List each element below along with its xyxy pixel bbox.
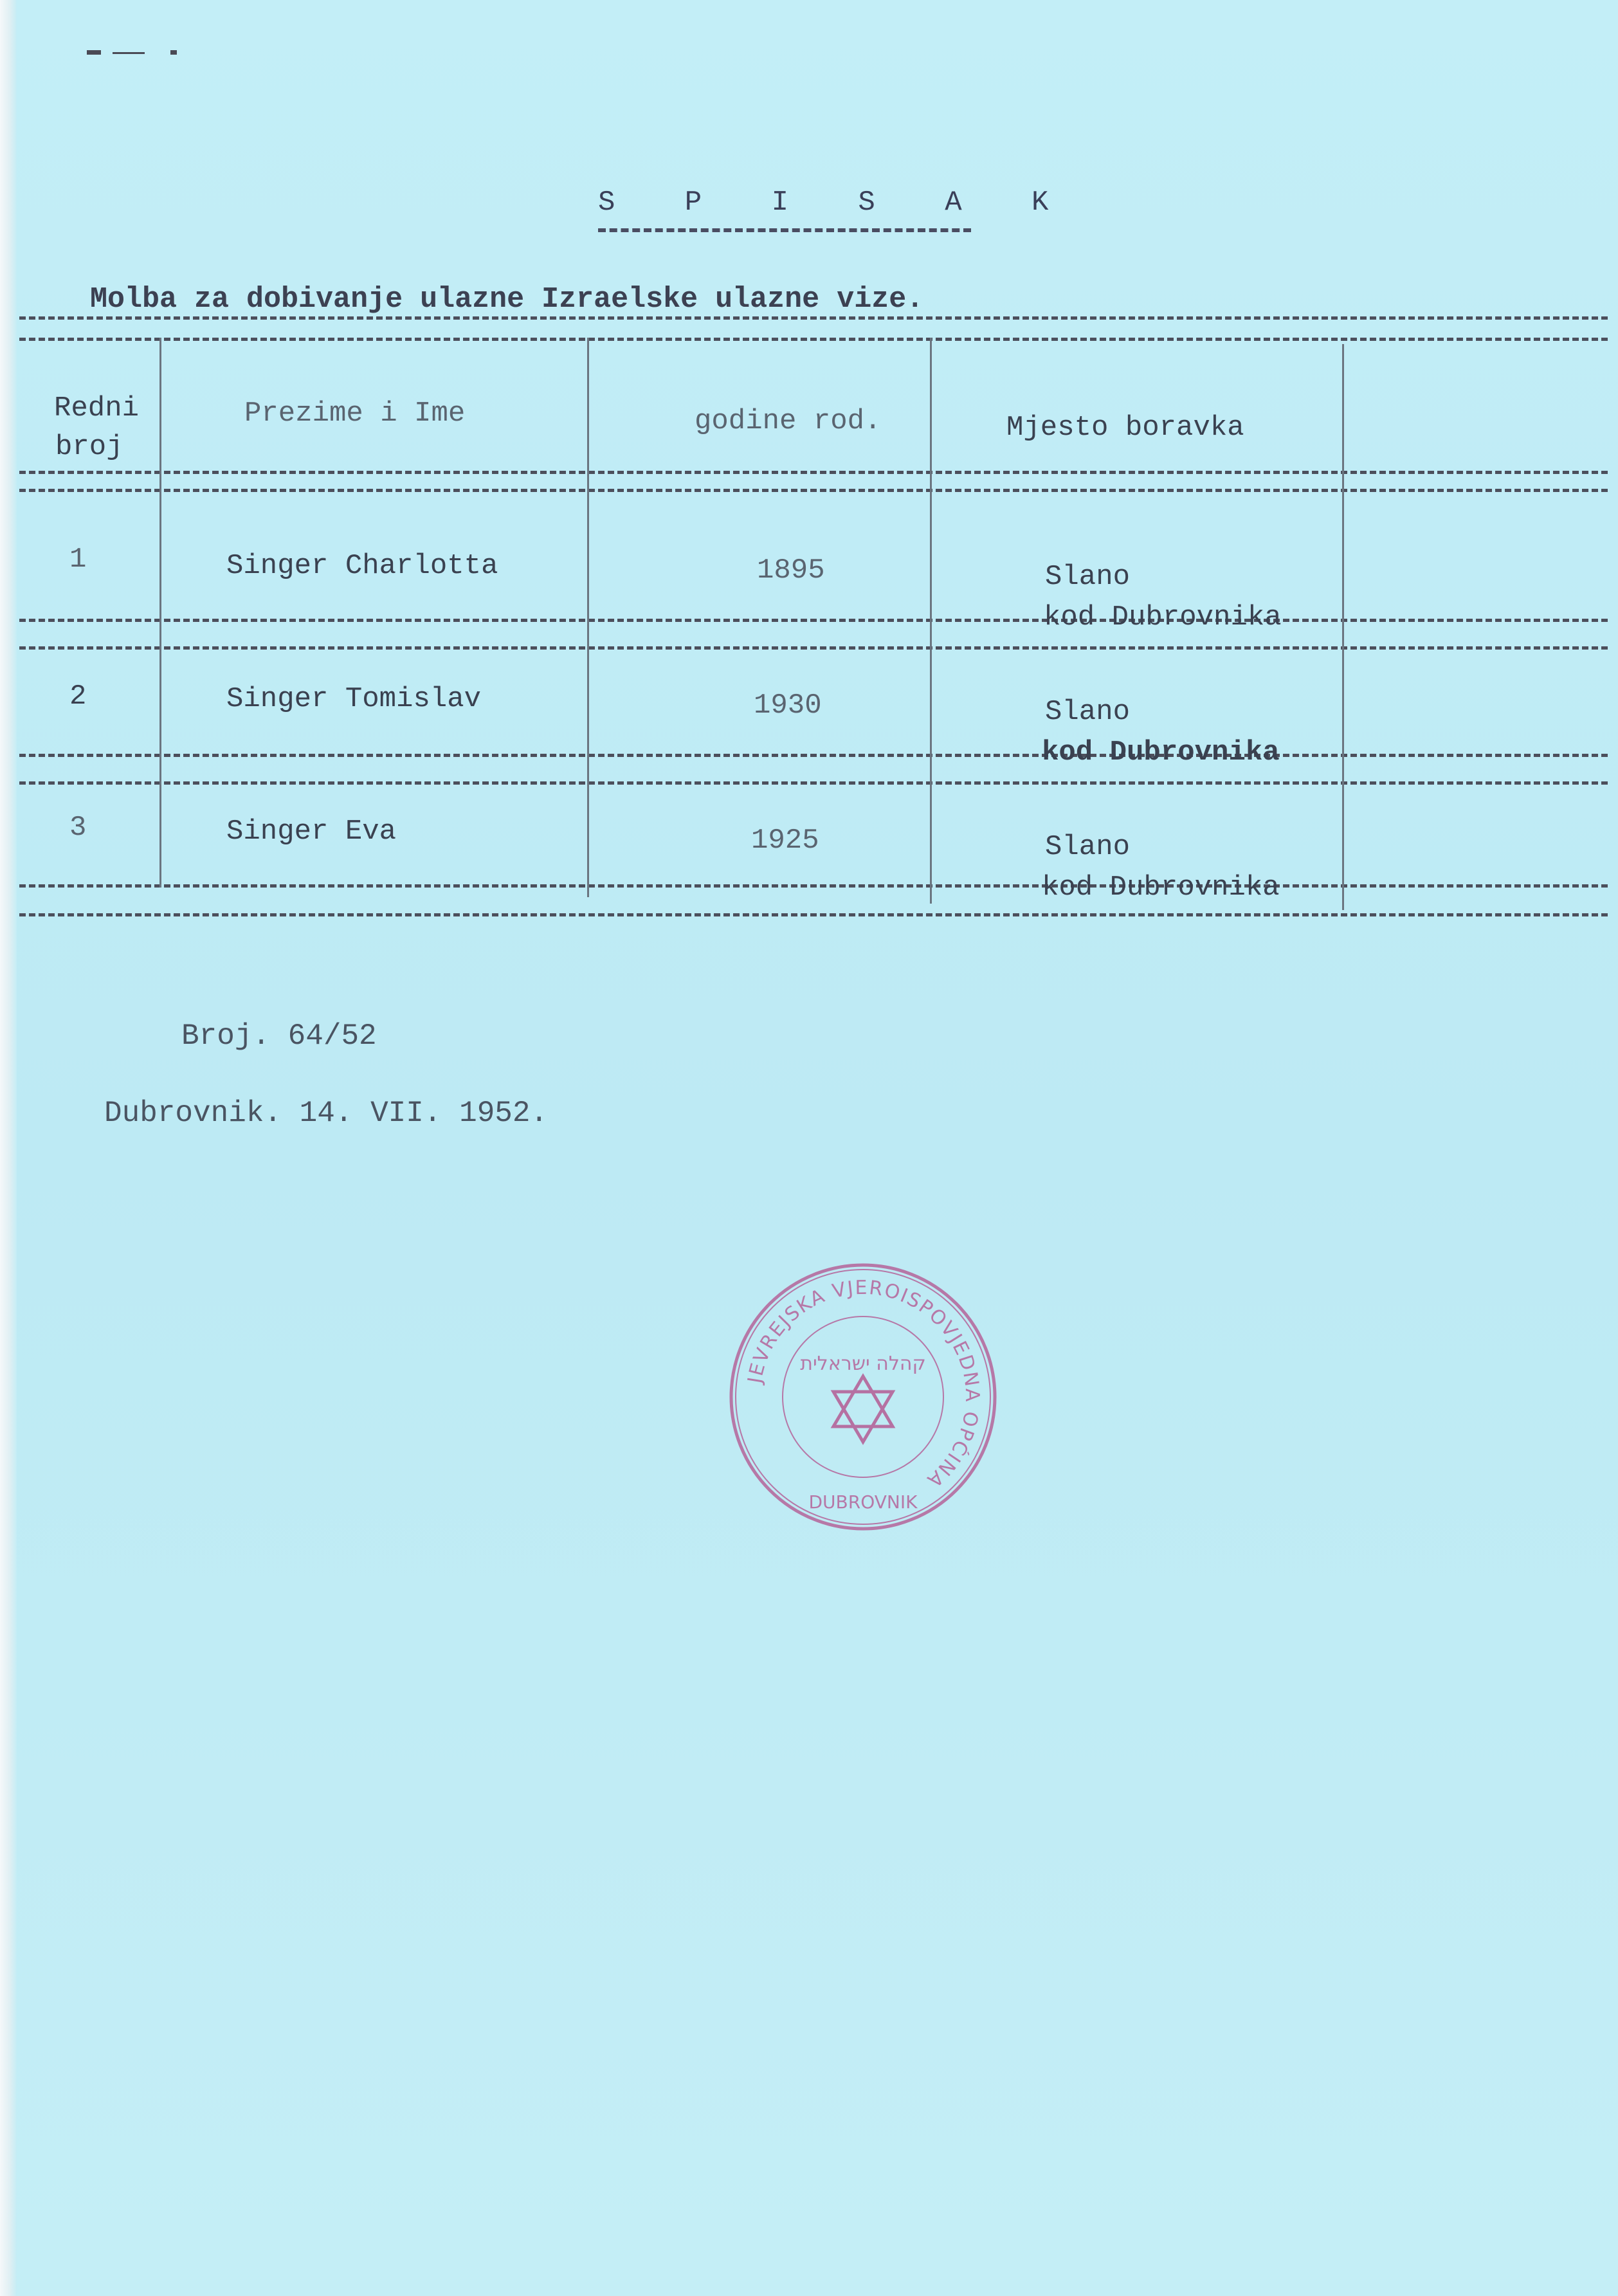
table-rule	[19, 781, 1608, 785]
header-broj: broj	[55, 431, 123, 463]
table-rule	[19, 913, 1608, 916]
table-rule	[19, 754, 1608, 757]
paper-edge	[0, 0, 17, 2296]
document-subtitle: Molba za dobivanje ulazne Izraelske ulazne vize.	[90, 283, 924, 316]
header-year: godine rod.	[695, 405, 882, 437]
star-of-david-icon	[833, 1376, 893, 1442]
column-divider	[587, 338, 589, 897]
row-number: 3	[69, 812, 87, 844]
row-place-line2: kod Dubrovnika	[1042, 871, 1280, 904]
row-place-line1: Slano	[1045, 831, 1131, 863]
table-rule	[19, 316, 1608, 320]
row-name: Singer Eva	[226, 815, 397, 848]
row-place-line2: kod Dubrovnika	[1042, 736, 1280, 769]
row-place-line2: kod Dubrovnika	[1044, 601, 1282, 633]
table-rule	[19, 646, 1608, 650]
column-divider	[930, 338, 932, 904]
row-place-line1: Slano	[1045, 696, 1131, 728]
svg-text:JEVREJSKA VJEROISPOVJEDNA OPĆI	[743, 1277, 983, 1492]
ink-mark	[87, 46, 183, 57]
title-underline	[598, 228, 971, 232]
column-divider	[159, 338, 161, 888]
table-rule	[19, 338, 1608, 341]
table-rule	[19, 471, 1608, 474]
document-title: S P I S A K	[598, 187, 1075, 219]
row-year: 1925	[751, 825, 819, 857]
stamp-hebrew-text: קהלה ישראלית	[800, 1353, 926, 1375]
row-number: 2	[69, 680, 87, 713]
stamp-ring-text: JEVREJSKA VJEROISPOVJEDNA OPĆINA	[743, 1276, 984, 1493]
row-name: Singer Tomislav	[226, 683, 482, 715]
header-name: Prezime i Ime	[244, 397, 466, 430]
row-number: 1	[69, 543, 87, 576]
row-year: 1895	[757, 554, 825, 587]
table-rule	[19, 489, 1608, 492]
header-redni: Redni	[54, 392, 140, 424]
table-rule	[19, 884, 1608, 888]
row-name: Singer Charlotta	[226, 550, 498, 582]
stamp-city: DUBROVNIK	[808, 1491, 918, 1513]
table-rule	[19, 619, 1608, 622]
header-place: Mjesto boravka	[1006, 412, 1244, 444]
document-date: Dubrovnik. 14. VII. 1952.	[104, 1097, 549, 1130]
community-stamp	[727, 1261, 1000, 1534]
reference-number: Broj. 64/52	[181, 1019, 377, 1053]
column-divider	[1342, 344, 1344, 910]
row-place-line1: Slano	[1045, 561, 1131, 593]
row-year: 1930	[754, 689, 822, 722]
